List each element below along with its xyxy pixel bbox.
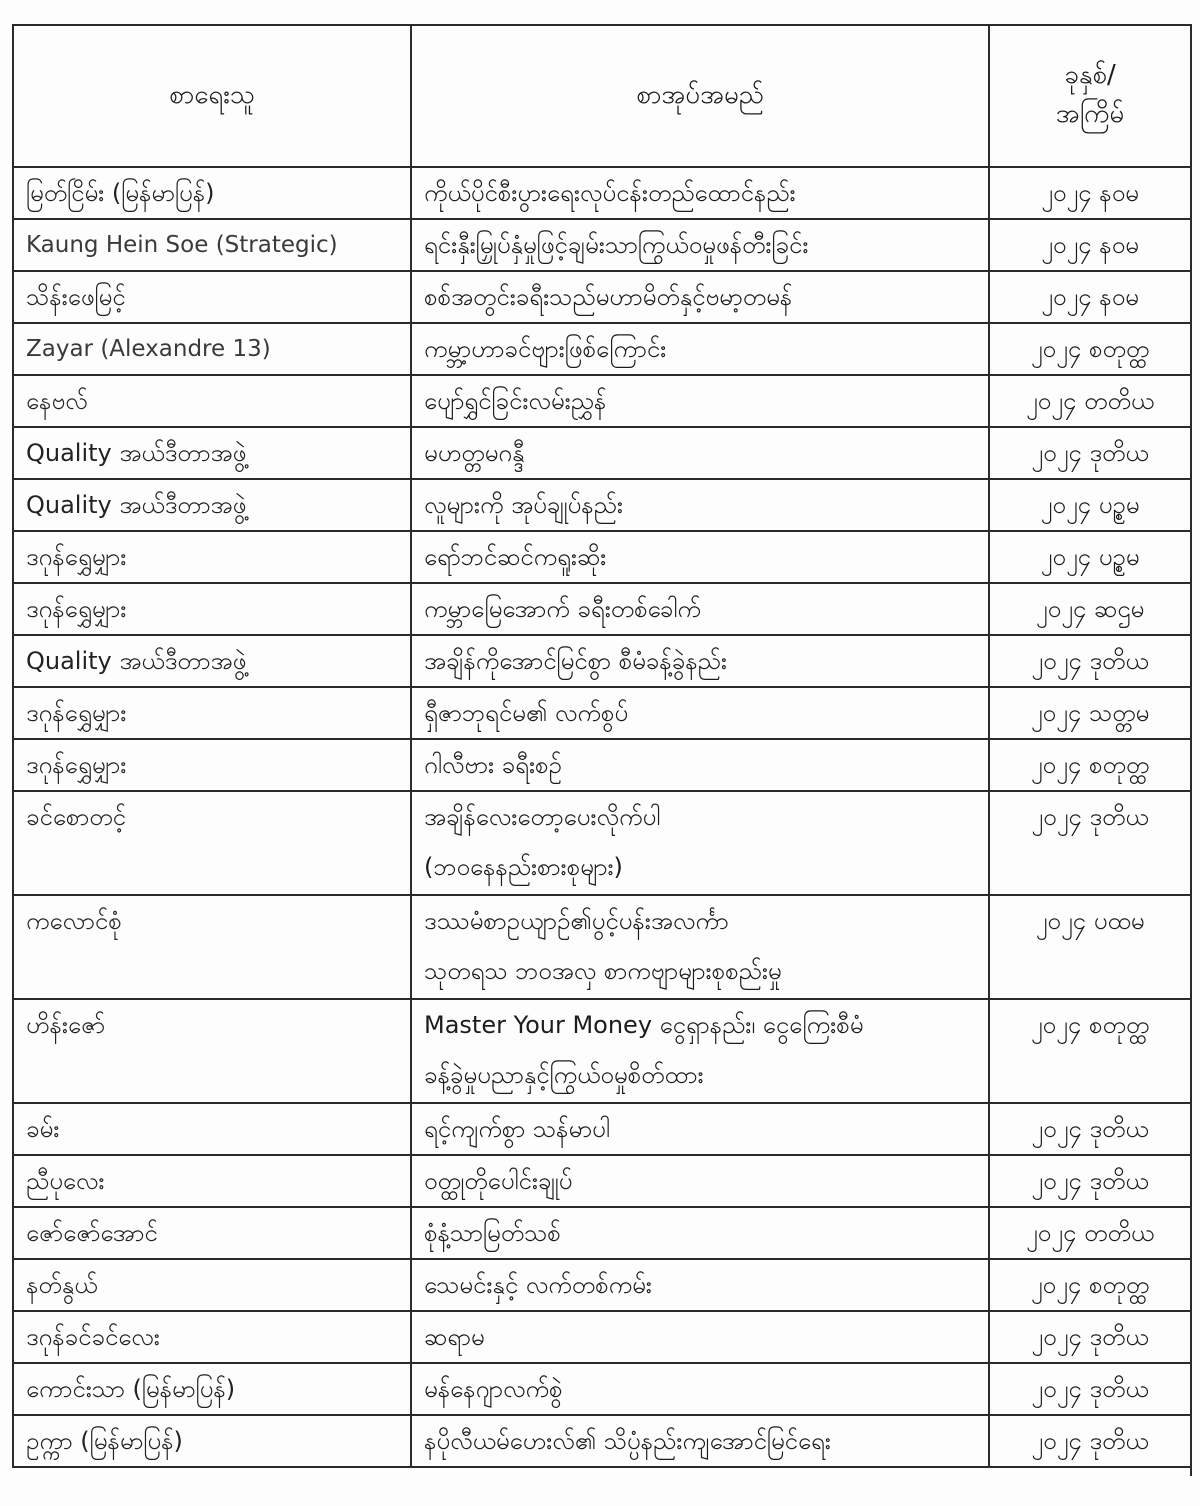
- author-cell: ကလောင်စုံ: [13, 895, 411, 999]
- edition-cell: ၂၀၂၄ တတိယ: [989, 1207, 1191, 1259]
- title-cell: ကမ္ဘာမြေအောက် ခရီးတစ်ခေါက်: [411, 583, 989, 635]
- title-cell: သေမင်းနှင့် လက်တစ်ကမ်း: [411, 1259, 989, 1311]
- author-cell: ကောင်းသာ (မြန်မာပြန်): [13, 1363, 411, 1415]
- edition-cell: ၂၀၂၄ ဒုတိယ: [989, 635, 1191, 687]
- table-row: [13, 1207, 1191, 1259]
- author-column-header: [13, 25, 411, 167]
- title-cell: လူများကို အုပ်ချုပ်နည်း: [411, 479, 989, 531]
- edition-cell: ၂၀၂၄ နဝမ: [989, 167, 1191, 219]
- title-cell: နပိုလီယမ်ဟေးလ်၏ သိပ္ပံနည်းကျအောင်မြင်ရေး: [411, 1415, 989, 1467]
- author-cell: ဒဂုန်ရွှေမျှား: [13, 687, 411, 739]
- title-line-1: ဒဿမံစာဥယျာဉ်၏ပွင့်ပန်းအလင်္ကာ: [424, 907, 729, 935]
- table-row: [13, 479, 1191, 531]
- author-cell: ဟိန်းဇော်: [13, 999, 411, 1103]
- edition-cell: ၂၀၂၄ ဒုတိယ: [989, 1311, 1191, 1363]
- title-cell: မန်နေဂျာလက်စွဲ: [411, 1363, 989, 1415]
- edition-cell: ၂၀၂၄ ဒုတိယ: [989, 1363, 1191, 1415]
- title-cell: အချိန်ကိုအောင်မြင်စွာ စီမံခန့်ခွဲနည်း: [411, 635, 989, 687]
- table-row: [13, 1103, 1191, 1155]
- title-column-header: [411, 25, 989, 167]
- edition-cell: ၂၀၂၄ စတုတ္ထ: [989, 1259, 1191, 1311]
- table-row: [13, 219, 1191, 271]
- edition-cell: ၂၀၂၄ ပဉ္စမ: [989, 531, 1191, 583]
- book-list-table: [12, 24, 1192, 1468]
- author-cell: နတ်နွယ်: [13, 1259, 411, 1311]
- title-cell: ရင့်ကျက်စွာ သန်မာပါ: [411, 1103, 989, 1155]
- table-row: [13, 271, 1191, 323]
- edition-cell: ၂၀၂၄ စတုတ္ထ: [989, 323, 1191, 375]
- title-line-2: သုတရသ ဘဝအလှ စာကဗျာများစုစည်းမှု: [424, 957, 782, 985]
- author-cell: ဒဂုန်ရွှေမျှား: [13, 583, 411, 635]
- title-line-1: အချိန်လေးတော့ပေးလိုက်ပါ: [424, 803, 661, 831]
- edition-header-label-line1: ခုနှစ်/: [1064, 60, 1116, 90]
- table-header-row: [13, 25, 1191, 167]
- edition-cell: ၂၀၂၄ ဒုတိယ: [989, 1155, 1191, 1207]
- table-row: [13, 1155, 1191, 1207]
- author-cell: Quality အယ်ဒီတာအဖွဲ့: [13, 479, 411, 531]
- edition-column-header: [989, 25, 1191, 167]
- edition-cell: ၂၀၂၄ စတုတ္ထ: [989, 739, 1191, 791]
- title-cell: ဂါလီဗား ခရီးစဉ်: [411, 739, 989, 791]
- edition-cell: ၂၀၂၄ နဝမ: [989, 271, 1191, 323]
- table-row: [13, 1415, 1191, 1467]
- title-line-2: ခန့်ခွဲမှုပညာနှင့်ကြွယ်ဝမှုစိတ်ထား: [424, 1061, 704, 1089]
- table-row: [13, 687, 1191, 739]
- title-cell: [411, 999, 989, 1103]
- edition-cell: ၂၀၂၄ ပဉ္စမ: [989, 479, 1191, 531]
- edition-cell: ၂၀၂၄ နဝမ: [989, 219, 1191, 271]
- title-cell: ကမ္ဘာ့ဟာခင်ဗျားဖြစ်ကြောင်း: [411, 323, 989, 375]
- title-cell: ရော်ဘင်ဆင်ကရူးဆိုး: [411, 531, 989, 583]
- table-row: [13, 583, 1191, 635]
- author-cell: ဒဂုန်ရွှေမျှား: [13, 531, 411, 583]
- title-cell: စစ်အတွင်းခရီးသည်မဟာမိတ်နှင့်ဗမာ့တမန်: [411, 271, 989, 323]
- table-row: [13, 999, 1191, 1103]
- edition-cell: ၂၀၂၄ သတ္တမ: [989, 687, 1191, 739]
- author-cell: Quality အယ်ဒီတာအဖွဲ့: [13, 635, 411, 687]
- edition-cell: ၂၀၂၄ ပထမ: [989, 895, 1191, 999]
- author-cell: ညီပုလေး: [13, 1155, 411, 1207]
- title-cell: ဆရာမ: [411, 1311, 989, 1363]
- table-row: [13, 1259, 1191, 1311]
- table-row: [13, 739, 1191, 791]
- table-body: [13, 167, 1191, 1467]
- title-line-1: Master Your Money ငွေရှာနည်း၊ ငွေကြေးစီမံ: [424, 1011, 864, 1039]
- table-row: [13, 167, 1191, 219]
- title-cell: မဟတ္တမဂန္ဒီ: [411, 427, 989, 479]
- table-row: [13, 375, 1191, 427]
- title-cell: ကိုယ်ပိုင်စီးပွားရေးလုပ်ငန်းတည်ထောင်နည်း: [411, 167, 989, 219]
- edition-header-label-line2: အကြိမ်: [1055, 99, 1125, 129]
- author-cell: ခင်စောတင့်: [13, 791, 411, 895]
- author-cell: မြတ်ငြိမ်း (မြန်မာပြန်): [13, 167, 411, 219]
- table-row: [13, 531, 1191, 583]
- author-cell: နေဗလ်: [13, 375, 411, 427]
- author-cell: သိန်းဖေမြင့်: [13, 271, 411, 323]
- title-cell: စုံနံ့သာမြတ်သစ်: [411, 1207, 989, 1259]
- edition-cell: ၂၀၂၄ ဆဌမ: [989, 583, 1191, 635]
- author-cell: ဇော်ဇော်အောင်: [13, 1207, 411, 1259]
- author-cell: ဥက္ကာ (မြန်မာပြန်): [13, 1415, 411, 1467]
- edition-cell: ၂၀၂၄ ဒုတိယ: [989, 1415, 1191, 1467]
- table-row: [13, 1363, 1191, 1415]
- author-cell: ခမ်း: [13, 1103, 411, 1155]
- author-cell: Kaung Hein Soe (Strategic): [13, 219, 411, 271]
- title-cell: ရင်းနှီးမြှုပ်နှံမှုဖြင့်ချမ်းသာကြွယ်ဝမှုဖန်တီးခြင်း: [411, 219, 989, 271]
- edition-cell: ၂၀၂၄ တတိယ: [989, 375, 1191, 427]
- author-cell: Zayar (Alexandre 13): [13, 323, 411, 375]
- table-row: [13, 791, 1191, 895]
- title-cell: [411, 791, 989, 895]
- title-line-2: (ဘဝနေနည်းစားစုများ): [424, 853, 623, 881]
- edition-cell: ၂၀၂၄ ဒုတိယ: [989, 1103, 1191, 1155]
- table-row: [13, 895, 1191, 999]
- edition-cell: ၂၀၂၄ စတုတ္ထ: [989, 999, 1191, 1103]
- title-header-label: စာအုပ်အမည်: [636, 79, 764, 110]
- author-cell: ဒဂုန်ခင်ခင်လေး: [13, 1311, 411, 1363]
- edition-cell: ၂၀၂၄ ဒုတိယ: [989, 791, 1191, 895]
- table-row: [13, 635, 1191, 687]
- title-cell: ပျော်ရွှင်ခြင်းလမ်းညွှန်: [411, 375, 989, 427]
- author-cell: Quality အယ်ဒီတာအဖွဲ့: [13, 427, 411, 479]
- table-row: [13, 1311, 1191, 1363]
- table-row: [13, 323, 1191, 375]
- author-cell: ဒဂုန်ရွှေမျှား: [13, 739, 411, 791]
- title-cell: ဝတ္ထုတိုပေါင်းချုပ်: [411, 1155, 989, 1207]
- table-row: [13, 427, 1191, 479]
- author-header-label: စာရေးသူ: [168, 79, 256, 110]
- title-cell: [411, 895, 989, 999]
- page-edge-rule: [1190, 24, 1192, 1476]
- edition-cell: ၂၀၂၄ ဒုတိယ: [989, 427, 1191, 479]
- title-cell: ရှီဇာဘုရင်မ၏ လက်စွပ်: [411, 687, 989, 739]
